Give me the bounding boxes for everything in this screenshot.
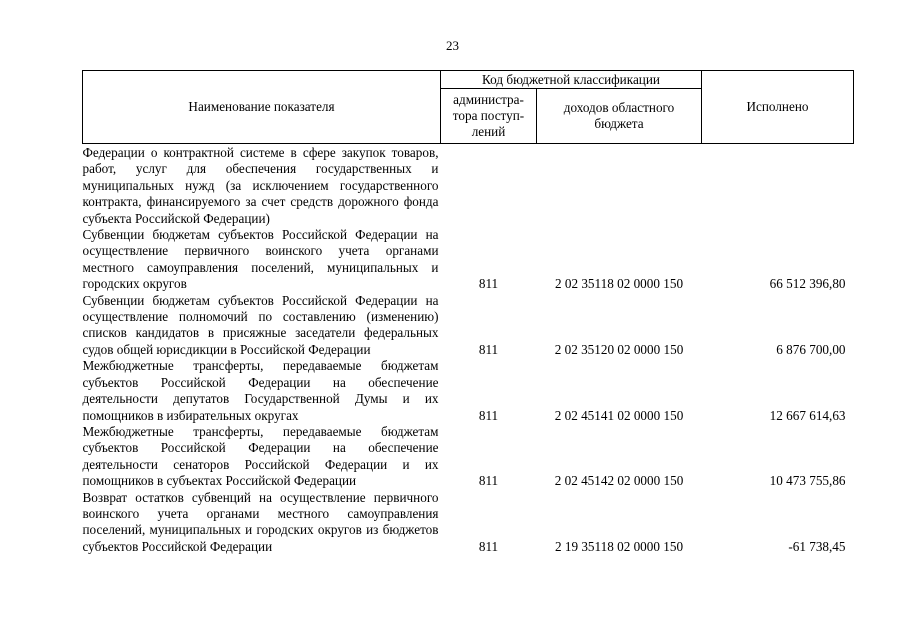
row-amount (702, 144, 854, 228)
table-row (83, 293, 854, 359)
row-name: Субвенции бюджетам субъектов Российской Федерации на осуществление первичного воинского учета органами местного самоуправления поселений, муниципальных и городских округов (82, 227, 439, 292)
row-admin: 811 (478, 407, 499, 423)
table-row (83, 358, 854, 424)
row-amount: 6 876 700,00 (776, 341, 846, 357)
table-row (83, 227, 854, 293)
row-admin (441, 144, 537, 228)
table-row (83, 424, 854, 490)
header-name: Наименование показателя (83, 71, 441, 144)
row-name: Возврат остатков субвенций на осуществление первичного воинского учета органами местного самоуправления поселений, муниципальных и городских округов из бюджетов субъектов Российской Федерации (82, 489, 439, 554)
row-admin: 811 (478, 341, 499, 357)
row-name: Федерации о контрактной системе в сфере закупок товаров, работ, услуг для обеспечения государственных и муниципальных нужд (за исключением государственного контракта, финансируемого за счет средств дорожного фонда субъекта Российской Федерации) (82, 145, 439, 226)
row-name: Межбюджетные трансферты, передаваемые бюджетам субъектов Российской Федерации на обеспечение деятельности депутатов Государственной Думы и их помощников в избирательных округах (82, 358, 439, 423)
row-name: Субвенции бюджетам субъектов Российской Федерации на осуществление полномочий по составлению (изменению) списков кандидатов в присяжные заседатели федеральных судов общей юрисдикции в Российской Федерации (82, 292, 439, 357)
row-code: 2 19 35118 02 0000 150 (554, 538, 684, 554)
row-admin: 811 (478, 538, 499, 554)
row-admin: 811 (478, 473, 499, 489)
row-code: 2 02 35120 02 0000 150 (554, 341, 684, 357)
table-row (83, 490, 854, 556)
row-code: 2 02 45142 02 0000 150 (554, 473, 684, 489)
header-income-code: доходов областного бюджета (537, 89, 702, 144)
row-amount: 12 667 614,63 (769, 407, 846, 423)
row-code (537, 144, 702, 228)
row-amount: 66 512 396,80 (769, 276, 846, 292)
row-amount: 10 473 755,86 (769, 473, 846, 489)
row-name: Межбюджетные трансферты, передаваемые бюджетам субъектов Российской Федерации на обеспечение деятельности сенаторов Российской Федерации и их помощников в субъектах Российской Федерации (82, 423, 439, 489)
header-classification-code: Код бюджетной классификации (441, 71, 702, 89)
page-number: 23 (446, 38, 459, 53)
row-admin: 811 (478, 276, 499, 292)
row-amount: -61 738,45 (788, 538, 846, 554)
budget-table (82, 70, 854, 555)
row-code: 2 02 45141 02 0000 150 (554, 407, 684, 423)
header-admin: администра-тора поступ-лений (441, 89, 537, 144)
row-code: 2 02 35118 02 0000 150 (554, 276, 684, 292)
table-row (83, 144, 854, 228)
header-amount: Исполнено (702, 71, 854, 144)
